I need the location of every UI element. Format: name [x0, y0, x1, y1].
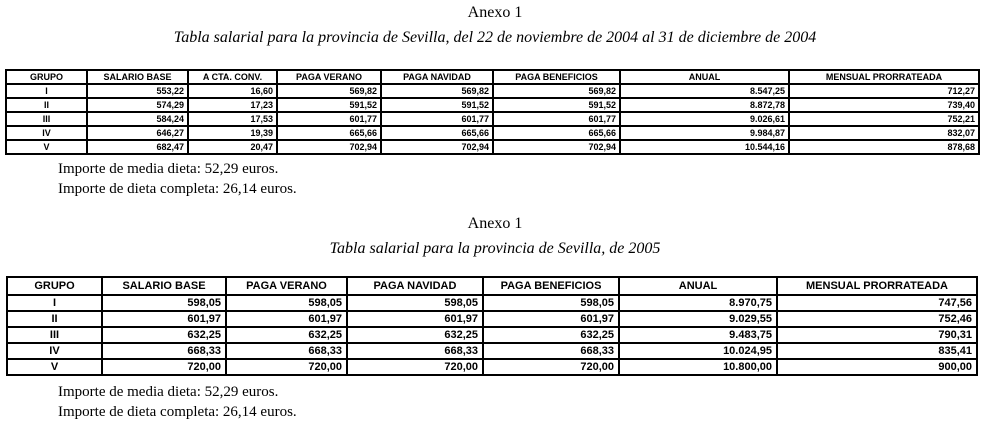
table-cell: 598,05	[483, 295, 619, 311]
column-header: GRUPO	[7, 277, 102, 295]
table-cell: 900,00	[777, 359, 977, 375]
table-cell: 591,52	[381, 98, 493, 112]
table-cell: 8.547,25	[620, 84, 789, 98]
table-cell: 20,47	[188, 140, 277, 154]
table-cell: 668,33	[226, 343, 347, 359]
table-cell: 682,47	[87, 140, 188, 154]
table-cell: IV	[7, 343, 102, 359]
table-cell: 632,25	[483, 327, 619, 343]
table-cell: 591,52	[277, 98, 381, 112]
table-row	[6, 84, 979, 98]
table-cell: 665,66	[381, 126, 493, 140]
table-cell: 601,97	[347, 311, 483, 327]
table-cell: 632,25	[102, 327, 226, 343]
table-cell: 632,25	[347, 327, 483, 343]
table-cell: 598,05	[347, 295, 483, 311]
table-cell: 9.483,75	[619, 327, 777, 343]
table-row	[6, 140, 979, 154]
table-cell: 752,21	[789, 112, 979, 126]
column-header: MENSUAL PRORRATEADA	[789, 70, 979, 84]
table-cell: 569,82	[381, 84, 493, 98]
table-cell: 601,77	[277, 112, 381, 126]
table-row	[7, 327, 977, 343]
table-cell: 702,94	[493, 140, 620, 154]
table-caption: Tabla salarial para la provincia de Sevilla, de 2005	[329, 240, 661, 257]
table-caption: Tabla salarial para la provincia de Sevilla, del 22 de noviembre de 2004 al 31 de diciembre de 2004	[173, 29, 817, 46]
column-header: PAGA BENEFICIOS	[483, 277, 619, 295]
table-cell: 8.872,78	[620, 98, 789, 112]
table-cell: I	[6, 84, 87, 98]
table-cell: 739,40	[789, 98, 979, 112]
table-cell: 17,23	[188, 98, 277, 112]
annex-heading: Anexo 1	[467, 215, 523, 232]
table-cell: 720,00	[102, 359, 226, 375]
column-header: PAGA VERANO	[277, 70, 381, 84]
table-cell: 835,41	[777, 343, 977, 359]
table-cell: 832,07	[789, 126, 979, 140]
column-header: SALARIO BASE	[87, 70, 188, 84]
table-cell: 598,05	[102, 295, 226, 311]
table-cell: 712,27	[789, 84, 979, 98]
table-cell: 665,66	[493, 126, 620, 140]
table-cell: 9.026,61	[620, 112, 789, 126]
table-cell: 17,53	[188, 112, 277, 126]
table-cell: 720,00	[483, 359, 619, 375]
table-cell: 665,66	[277, 126, 381, 140]
table-cell: 10.024,95	[619, 343, 777, 359]
table-cell: III	[7, 327, 102, 343]
table-row	[7, 359, 977, 375]
table-cell: 878,68	[789, 140, 979, 154]
column-header: PAGA NAVIDAD	[381, 70, 493, 84]
column-header: GRUPO	[6, 70, 87, 84]
salary-table-2005	[6, 276, 978, 376]
annex-heading: Anexo 1	[467, 4, 523, 21]
table-cell: 790,31	[777, 327, 977, 343]
table-cell: 668,33	[483, 343, 619, 359]
column-header: A CTA. CONV.	[188, 70, 277, 84]
table-cell: 601,97	[102, 311, 226, 327]
table-cell: 601,77	[493, 112, 620, 126]
table-row	[7, 343, 977, 359]
table-cell: 632,25	[226, 327, 347, 343]
table-cell: I	[7, 295, 102, 311]
table-cell: 702,94	[381, 140, 493, 154]
full-diet-note: Importe de dieta completa: 26,14 euros.	[58, 181, 297, 197]
table-cell: V	[7, 359, 102, 375]
table-cell: II	[6, 98, 87, 112]
table-cell: 8.970,75	[619, 295, 777, 311]
table-row	[6, 98, 979, 112]
table-cell: 601,97	[483, 311, 619, 327]
table-row	[7, 311, 977, 327]
table-cell: 10.544,16	[620, 140, 789, 154]
table-cell: 10.800,00	[619, 359, 777, 375]
table-cell: 720,00	[347, 359, 483, 375]
salary-table-2004	[5, 69, 980, 155]
table-cell: III	[6, 112, 87, 126]
table-cell: 646,27	[87, 126, 188, 140]
table-cell: 747,56	[777, 295, 977, 311]
table-row	[6, 126, 979, 140]
table-cell: 19,39	[188, 126, 277, 140]
table-row	[6, 112, 979, 126]
table-cell: 720,00	[226, 359, 347, 375]
table-row	[7, 295, 977, 311]
table-cell: 9.984,87	[620, 126, 789, 140]
table-cell: 598,05	[226, 295, 347, 311]
column-header: PAGA BENEFICIOS	[493, 70, 620, 84]
table-cell: 601,77	[381, 112, 493, 126]
table-cell: 702,94	[277, 140, 381, 154]
table-cell: IV	[6, 126, 87, 140]
full-diet-note: Importe de dieta completa: 26,14 euros.	[58, 404, 297, 420]
table-cell: 601,97	[226, 311, 347, 327]
table-cell: II	[7, 311, 102, 327]
half-diet-note: Importe de media dieta: 52,29 euros.	[58, 384, 279, 400]
table-cell: 591,52	[493, 98, 620, 112]
table-cell: 752,46	[777, 311, 977, 327]
column-header: ANUAL	[619, 277, 777, 295]
column-header: SALARIO BASE	[102, 277, 226, 295]
half-diet-note: Importe de media dieta: 52,29 euros.	[58, 161, 279, 177]
table-header-row	[7, 277, 977, 295]
table-cell: 668,33	[347, 343, 483, 359]
column-header: MENSUAL PRORRATEADA	[777, 277, 977, 295]
column-header: PAGA VERANO	[226, 277, 347, 295]
table-cell: 584,24	[87, 112, 188, 126]
column-header: PAGA NAVIDAD	[347, 277, 483, 295]
table-cell: 574,29	[87, 98, 188, 112]
column-header: ANUAL	[620, 70, 789, 84]
table-cell: 553,22	[87, 84, 188, 98]
table-header-row	[6, 70, 979, 84]
table-cell: 9.029,55	[619, 311, 777, 327]
table-cell: V	[6, 140, 87, 154]
table-cell: 668,33	[102, 343, 226, 359]
table-cell: 569,82	[277, 84, 381, 98]
table-cell: 569,82	[493, 84, 620, 98]
table-cell: 16,60	[188, 84, 277, 98]
